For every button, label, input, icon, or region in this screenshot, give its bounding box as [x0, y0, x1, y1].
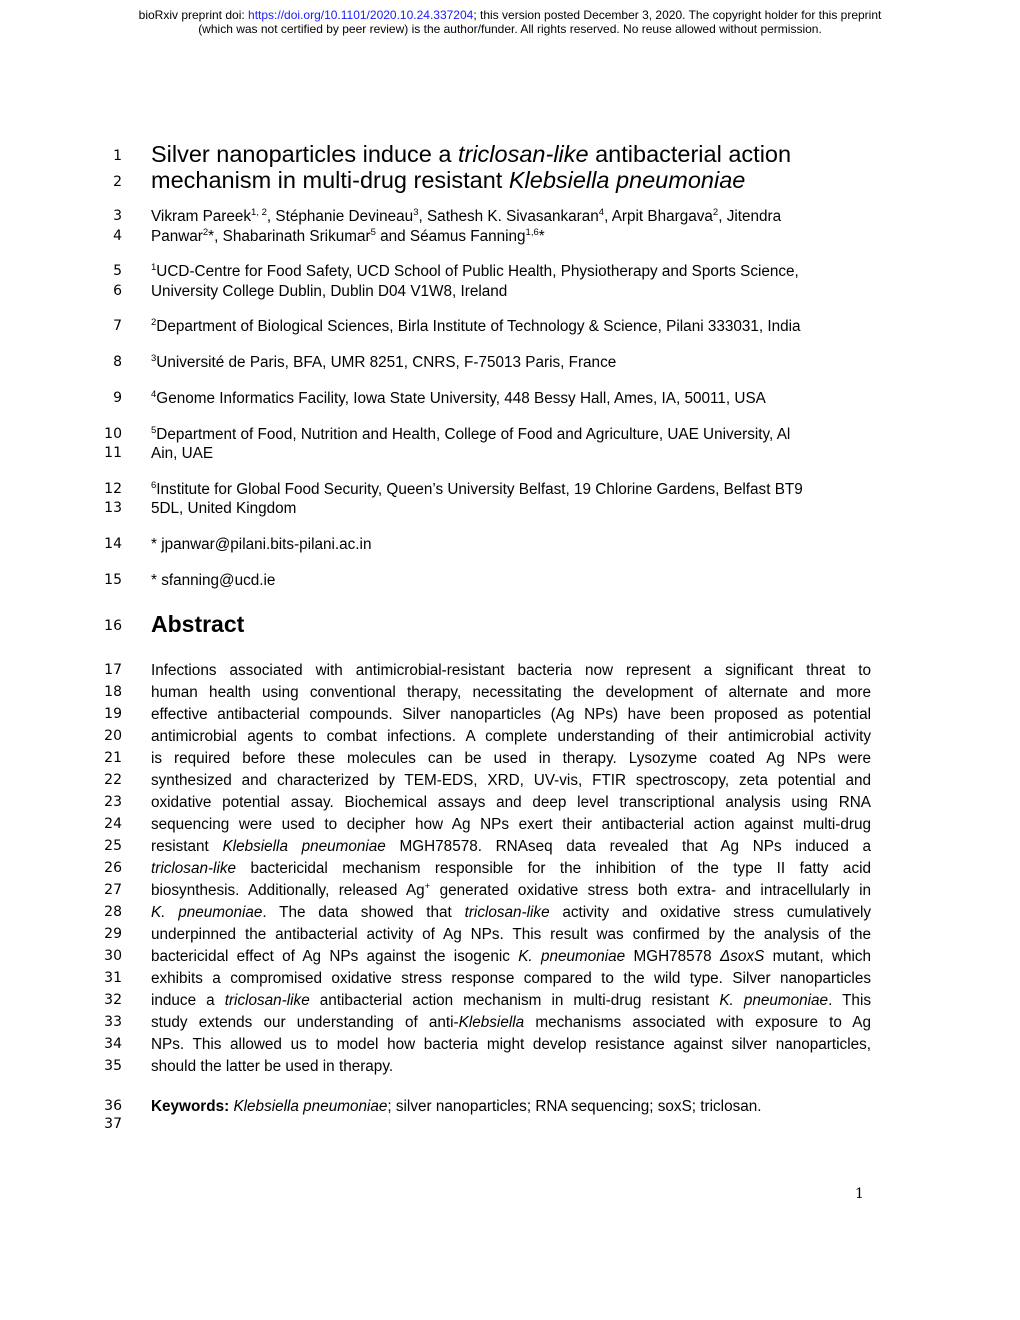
- line-number: 26: [104, 860, 122, 876]
- abstract-line: is required before these molecules can be used in therapy. Lysozyme coated Ag NPs were: [151, 750, 871, 767]
- abstract-line: induce a triclosan-like antibacterial action mechanism in multi-drug resistant K. pneumoniae. This: [151, 992, 871, 1009]
- line-number: 23: [104, 794, 122, 810]
- email-sfanning[interactable]: * sfanning@ucd.ie: [151, 572, 276, 589]
- line-number: 19: [104, 706, 122, 722]
- abstract-line: triclosan-like bactericidal mechanism responsible for the inhibition of the type II fatty acid: [151, 860, 871, 877]
- line-number: 9: [113, 390, 122, 406]
- line-number: 10: [104, 426, 122, 442]
- line-number: 5: [113, 263, 122, 279]
- email-jpanwar[interactable]: * jpanwar@pilani.bits-pilani.ac.in: [151, 536, 372, 553]
- line-number: 20: [104, 728, 122, 744]
- header-line-2: (which was not certified by peer review) is the author/funder. All rights reserved. No reuse allowed without permission.: [198, 22, 822, 36]
- line-number: 13: [104, 500, 122, 516]
- line-number: 22: [104, 772, 122, 788]
- abstract-line: sequencing were used to decipher how Ag NPs exert their antibacterial action against multi-drug: [151, 816, 871, 833]
- abstract-line: underpinned the antibacterial activity of Ag NPs. This result was confirmed by the analysis of the: [151, 926, 871, 943]
- doi-link[interactable]: https://doi.org/10.1101/2020.10.24.337204: [248, 8, 474, 22]
- abstract-line: Infections associated with antimicrobial-resistant bacteria now represent a significant threat to: [151, 662, 871, 679]
- abstract-line: synthesized and characterized by TEM-EDS, XRD, UV-vis, FTIR spectroscopy, zeta potential and: [151, 772, 871, 789]
- abstract-line: effective antibacterial compounds. Silver nanoparticles (Ag NPs) have been proposed as potential: [151, 706, 871, 723]
- line-number: 6: [113, 283, 122, 299]
- line-number: 16: [104, 618, 122, 634]
- header-line-1: bioRxiv preprint doi: https://doi.org/10.1101/2020.10.24.337204; this version posted December 3, 2020. The copyright holder for this preprint: [138, 8, 882, 22]
- line-number: 37: [104, 1116, 122, 1132]
- abstract-line: antimicrobial agents to combat infections. A complete understanding of their antimicrobial activity: [151, 728, 871, 745]
- abstract-line: should the latter be used in therapy.: [151, 1058, 394, 1075]
- line-number: 3: [113, 208, 122, 224]
- preprint-header: [0, 8, 1020, 36]
- line-number: 14: [104, 536, 122, 552]
- keywords: Keywords: Klebsiella pneumoniae; silver nanoparticles; RNA sequencing; soxS; triclosan.: [151, 1098, 762, 1115]
- line-number: 33: [104, 1014, 122, 1030]
- line-number: 34: [104, 1036, 122, 1052]
- abstract-heading: Abstract: [151, 611, 245, 637]
- author-list-cont: Panwar$^2$*, Shabarinath Srikumar$^5$ and Séamus Fanning$^{1,6}$*: [151, 227, 545, 245]
- abstract-line: biosynthesis. Additionally, released Ag+ generated oxidative stress both extra- and intracellularly in: [151, 881, 871, 899]
- line-number: 11: [104, 445, 122, 461]
- line-number: 21: [104, 750, 122, 766]
- author-list: Vikram Pareek$^{1, 2}$, Stéphanie Devineau$^3$, Sathesh K. Sivasankaran$^4$, Arpit Bhargava$^2$, Jitendra: [151, 207, 782, 225]
- abstract-line: K. pneumoniae. The data showed that triclosan-like activity and oxidative stress cumulatively: [151, 904, 871, 921]
- line-number: 7: [113, 318, 122, 334]
- line-number: 36: [104, 1098, 122, 1114]
- abstract-line: exhibits a compromised oxidative stress response compared to the wild type. Silver nanoparticles: [151, 970, 871, 987]
- line-number: 25: [104, 838, 122, 854]
- line-number: 8: [113, 354, 122, 370]
- abstract-line: NPs. This allowed us to model how bacteria might develop resistance against silver nanoparticles,: [151, 1036, 871, 1053]
- line-number: 24: [104, 816, 122, 832]
- line-number: 4: [113, 228, 122, 244]
- abstract-line: resistant Klebsiella pneumoniae MGH78578. RNAseq data revealed that Ag NPs induced a: [151, 838, 872, 855]
- line-number: 27: [104, 882, 122, 898]
- line-number: 28: [104, 904, 122, 920]
- line-number: 15: [104, 572, 122, 588]
- paper-title-cont: mechanism in multi-drug resistant Klebsiella pneumoniae: [151, 167, 746, 193]
- abstract-line: oxidative potential assay. Biochemical assays and deep level transcriptional analysis using RNA: [151, 794, 871, 811]
- line-number: 30: [104, 948, 122, 964]
- line-number: 18: [104, 684, 122, 700]
- abstract-line: human health using conventional therapy, necessitating the development of alternate and more: [151, 684, 871, 701]
- line-number: 35: [104, 1058, 122, 1074]
- line-number: 31: [104, 970, 122, 986]
- keywords-label: Keywords:: [151, 1098, 230, 1115]
- abstract-line: bactericidal effect of Ag NPs against the isogenic K. pneumoniae MGH78578 ΔsoxS mutant, which: [151, 948, 872, 965]
- abstract-line: study extends our understanding of anti-Klebsiella mechanisms associated with exposure to Ag: [151, 1014, 871, 1031]
- line-number: 17: [104, 662, 122, 678]
- line-number: 32: [104, 992, 122, 1008]
- page-number: 1: [855, 1186, 864, 1202]
- line-number: 1: [113, 148, 122, 164]
- line-number: 29: [104, 926, 122, 942]
- line-number: 2: [113, 174, 122, 190]
- line-number: 12: [104, 481, 122, 497]
- paper-title: Silver nanoparticles induce a triclosan-like antibacterial action: [151, 141, 792, 167]
